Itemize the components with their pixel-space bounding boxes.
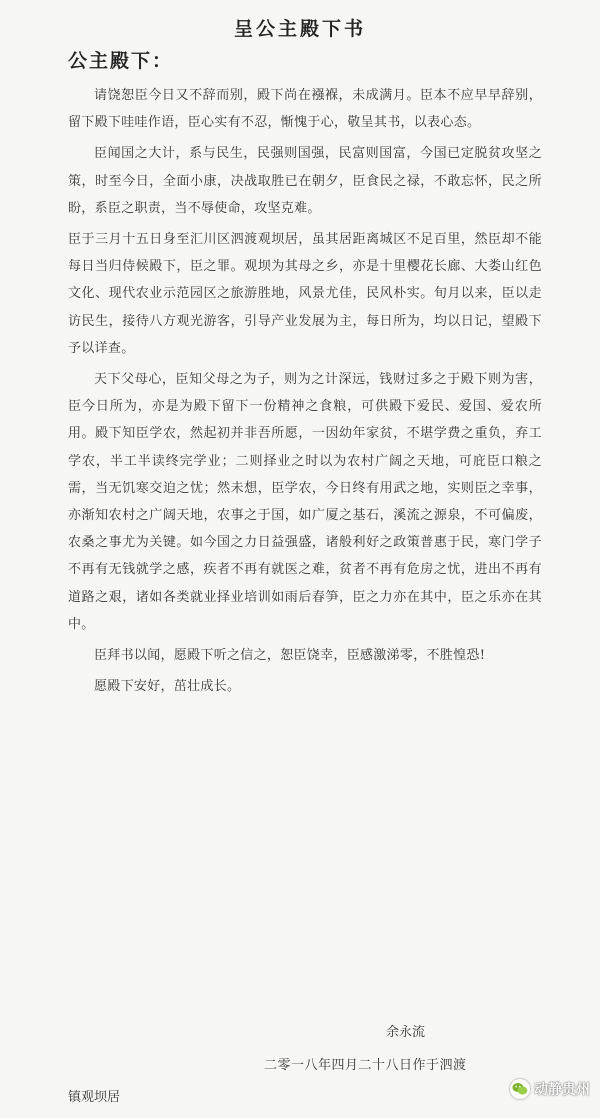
letter-paragraph: 臣闻国之大计，系与民生，民强则国强，民富则国富，今国已定脱贫攻坚之策，时至今日，全面小康，决战取胜已在朝夕，臣食民之禄，不敢忘怀，民之所盼，系臣之职责，当不辱使命，攻坚克难。 (68, 146, 542, 216)
watermark (510, 1079, 590, 1099)
wechat-logo-icon (510, 1079, 530, 1099)
signature-date: 二零一八年四月二十八日作于泗渡 (264, 1058, 467, 1073)
letter-paragraph: 臣拜书以闻，愿殿下听之信之，恕臣饶幸，臣感激涕零，不胜惶恐! (94, 648, 486, 664)
signature-name: 余永流 (386, 1025, 426, 1040)
letter-body (68, 82, 542, 704)
letter-title: 呈公主殿下书 (233, 18, 366, 40)
letter-paragraph: 天下父母心，臣知父母之为子，则为之计深远，钱财过多之于殿下则为害，臣今日所为，亦是为殿下留下一份精神之食粮，可供殿下爱民、爱国、爱农所用。殿下知臣学农，然起初并非吾所愿，一因幼年家贫，不堪学费之重负，弃工学农，半工半读终完学业；二则择业之时以为农村广阔之天地，可庇臣口粮之需，当无饥寒交迫之忧；然未想，臣学农，今日终有用武之地，实则臣之幸事，亦渐知农村之广阔天地，农事之于国，如广厦之基石，溪流之源泉，不可偏废，农桑之事尤为关键。如今国之力日益强盛，诸般利好之政策普惠于民，寒门学子不再有无钱就学之感，疾者不再有就医之难，贫者不再有危房之忧，进出不再有道路之艰，诸如各类就业择业培训如雨后春笋，臣之力亦在其中，臣之乐亦在其中。 (68, 372, 542, 632)
letter-paragraph: 请饶恕臣今日又不辞而别，殿下尚在襁褓，未成满月。臣本不应早早辞别，留下殿下哇哇作语，臣心实有不忍，惭愧于心，敬呈其书，以表心态。 (68, 88, 542, 131)
salutation: 公主殿下： (68, 50, 174, 72)
letter-paragraph: 臣于三月十五日身至汇川区泗渡观坝居，虽其居距离城区不足百里，然臣却不能每日当归侍候殿下，臣之罪。观坝为其母之乡，亦是十里樱花长廊、大娄山红色文化、现代农业示范园区之旅游胜地，风景尤佳，民风朴实。旬月以来，臣以走访民生，接待八方观光游客，引导产业发展为主，每日所为，均以日记，望殿下予以详查。 (68, 232, 542, 356)
watermark-text: 动静贵州 (534, 1082, 590, 1098)
letter-paragraph: 愿殿下安好，茁壮成长。 (94, 679, 241, 695)
signature-place: 镇观坝居 (68, 1090, 121, 1105)
